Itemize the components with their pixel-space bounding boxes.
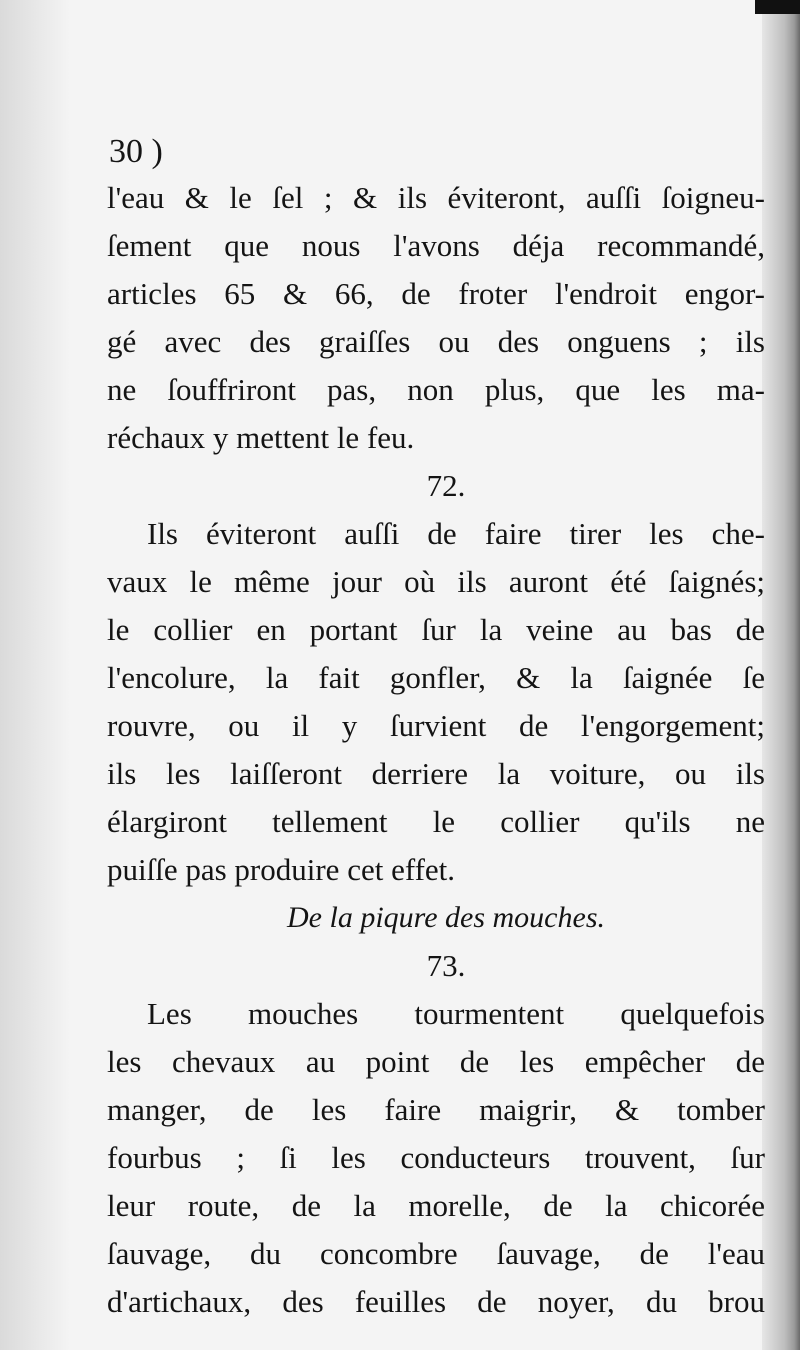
- text-line: ne ſouffriront pas, non plus, que les ma-: [107, 372, 765, 407]
- paragraph-article-73: [107, 990, 765, 1326]
- page-number: 30 ): [109, 133, 163, 170]
- text-line: ſauvage, du concombre ſauvage, de l'eau: [107, 1236, 765, 1271]
- page-text: [107, 130, 765, 1326]
- text-line: puiſſe pas produire cet effet.: [107, 852, 456, 887]
- text-line: leur route, de la morelle, de la chicorée: [107, 1188, 765, 1223]
- spine-top-edge: [755, 0, 800, 14]
- text-line: vaux le même jour où ils auront été ſaignés;: [107, 564, 765, 599]
- text-line: fourbus ; ſi les conducteurs trouvent, ſur: [107, 1140, 765, 1175]
- text-line: ils les laiſſeront derriere la voiture, ou ils: [107, 756, 765, 791]
- text-line: l'encolure, la fait gonfler, & la ſaignée ſe: [107, 660, 765, 695]
- text-line: d'artichaux, des feuilles de noyer, du brou: [107, 1284, 765, 1319]
- book-spine-shadow: [762, 0, 800, 1350]
- text-line: gé avec des graiſſes ou des onguens ; ils: [107, 324, 765, 359]
- paragraph-continued: [107, 174, 765, 462]
- section-heading: De la piqure des mouches.: [287, 901, 605, 934]
- text-line: réchaux y mettent le feu.: [107, 420, 415, 455]
- text-line: rouvre, ou il y ſurvient de l'engorgement;: [107, 708, 765, 743]
- text-line: manger, de les faire maigrir, & tomber: [107, 1092, 765, 1127]
- text-line: Ils éviteront auſſi de faire tirer les che-: [147, 516, 765, 551]
- article-number-73: 73.: [426, 948, 466, 983]
- text-line: articles 65 & 66, de froter l'endroit engor-: [107, 276, 765, 311]
- text-line: les chevaux au point de les empêcher de: [107, 1044, 765, 1079]
- article-number-72: 72.: [426, 468, 466, 503]
- text-line: ſement que nous l'avons déja recommandé,: [107, 228, 765, 263]
- paragraph-article-72: [107, 510, 765, 894]
- text-line: élargiront tellement le collier qu'ils ne: [107, 804, 765, 839]
- text-line: l'eau & le ſel ; & ils éviteront, auſſi ſoigneu-: [107, 180, 765, 215]
- text-line: Les mouches tourmentent quelquefois: [147, 996, 765, 1031]
- text-line: le collier en portant ſur la veine au bas de: [107, 612, 765, 647]
